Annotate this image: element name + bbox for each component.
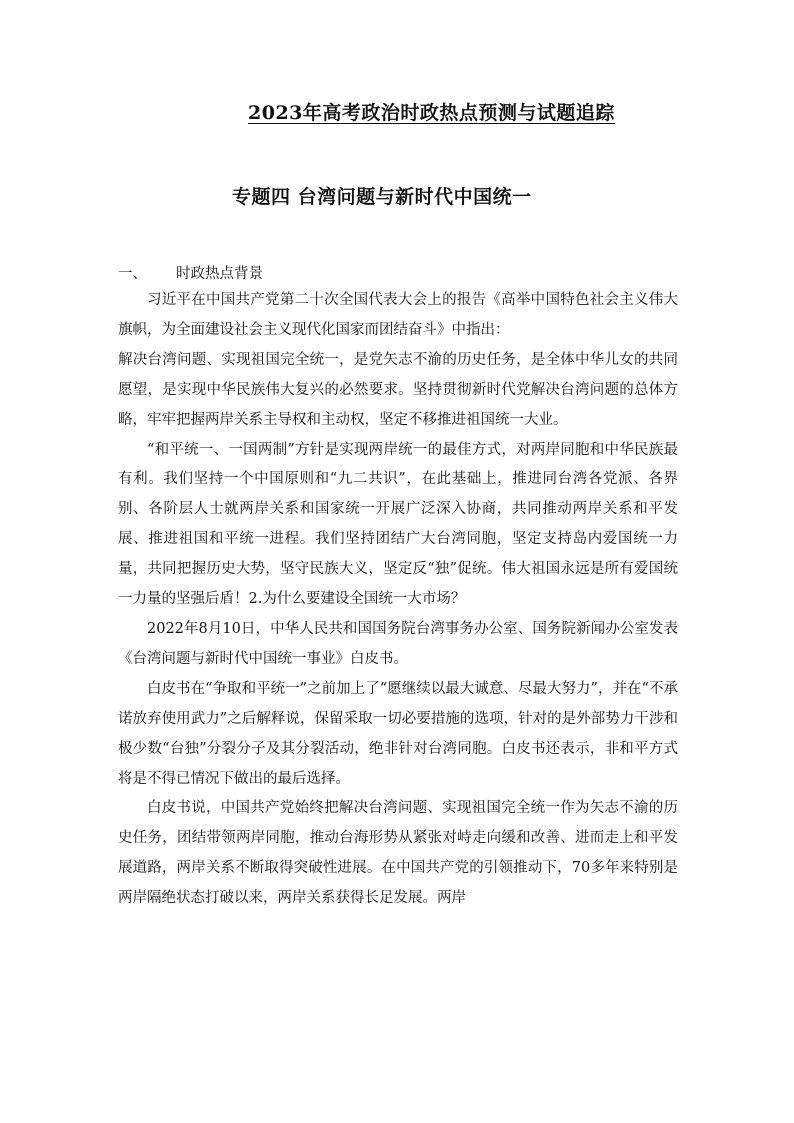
paragraph-report-intro: 习近平在中国共产党第二十次全国代表大会上的报告《高举中国特色社会主义伟大旗帜，为全面建设社会主义现代化国家而团结奋斗》中指出：: [118, 292, 678, 338]
paragraph-white-paper-force: 白皮书在“争取和平统一”之前加上了“愿继续以最大诚意、尽最大努力”，并在“不承诺放弃使用武力”之后解释说，保留采取一切必要措施的选项，针对的是外部势力干涉和极少数“台独”分裂分子及其分裂活动，绝非针对台湾同胞。白皮书还表示，非和平方式将是不得已情况下做出的最后选择。: [118, 680, 678, 787]
document-title: 2023年高考政治时政热点预测与试题追踪: [248, 102, 615, 124]
topic-subtitle: 专题四 台湾问题与新时代中国统一: [232, 186, 532, 208]
section-heading: [118, 262, 263, 283]
paragraph-white-paper-release: 2022年8月10日，中华人民共和国国务院台湾事务办公室、国务院新闻办公室发表《台湾问题与新时代中国统一事业》白皮书。: [118, 620, 678, 667]
paragraph-white-paper-history: 白皮书说，中国共产党始终把解决台湾问题、实现祖国完全统一作为矢志不渝的历史任务，团结带领两岸同胞，推动台海形势从紧张对峙走向缓和改善、进而走上和平发展道路，两岸关系不断取得突破性进展。在中国共产党的引领推动下，70多年来特别是两岸隔绝状态打破以来，两岸关系获得长足发展。两岸: [118, 800, 678, 907]
paragraph-peaceful-reunification: “和平统一、一国两制”方针是实现两岸统一的最佳方式，对两岸同胞和中华民族最有利。我们坚持一个中国原则和“九二共识”，在此基础上，推进同台湾各党派、各界别、各阶层人士就两岸关系和国家统一开展广泛深入协商，共同推动两岸关系和平发展、推进祖国和平统一进程。我们坚持团结广大台湾同胞，坚定支持岛内爱国统一力量，共同把握历史大势，坚守民族大义，坚定反“独”促统。伟大祖国永远是所有爱国统一力量的坚强后盾！2.为什么要建设全国统一大市场？: [118, 441, 678, 608]
document-body: [118, 286, 678, 914]
section-heading-text: 时政热点背景: [176, 266, 263, 282]
paragraph-report-quote: 解决台湾问题、实现祖国完全统一，是党矢志不渝的历史任务，是全体中华儿女的共同愿望，是实现中华民族伟大复兴的必然要求。坚持贯彻新时代党解决台湾问题的总体方略，牢牢把握两岸关系主导权和主动权，坚定不移推进祖国统一大业。: [118, 351, 678, 428]
section-number: 一、: [118, 266, 147, 282]
